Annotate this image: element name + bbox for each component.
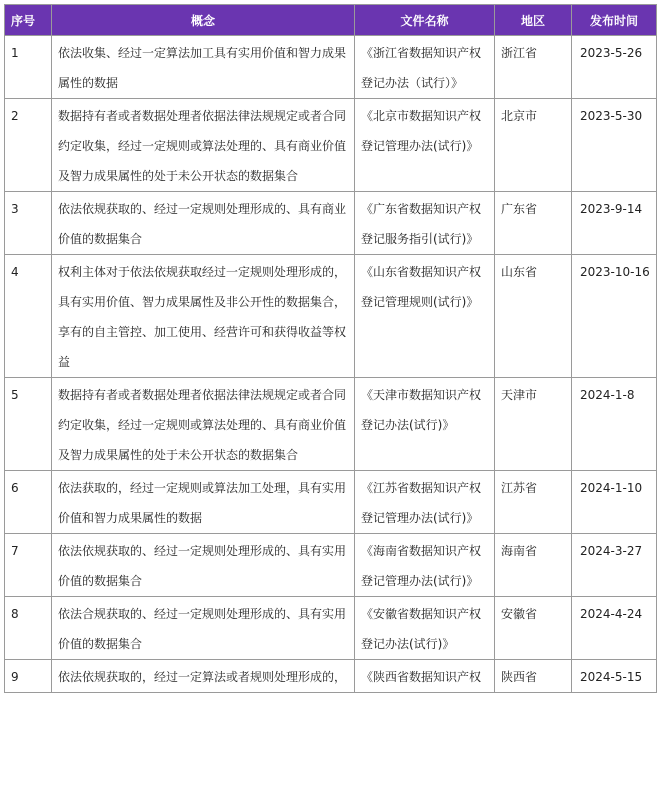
table-row (5, 597, 657, 660)
data-ip-registration-table (4, 4, 657, 693)
cell-concept: 依法依规获取的、经过一定规则处理形成的、具有实用价值的数据集合 (52, 534, 355, 597)
cell-region: 安徽省 (495, 597, 572, 660)
table-row (5, 471, 657, 534)
header-doc: 文件名称 (355, 5, 495, 36)
cell-concept: 权利主体对于依法依规获取经过一定规则处理形成的，具有实用价值、智力成果属性及非公开性的数据集合，享有的自主管控、加工使用、经营许可和获得收益等权益 (52, 255, 355, 378)
cell-seq: 7 (5, 534, 52, 597)
cell-seq: 4 (5, 255, 52, 378)
cell-region: 山东省 (495, 255, 572, 378)
cell-concept: 数据持有者或者数据处理者依据法律法规规定或者合同约定收集，经过一定规则或算法处理的、具有商业价值及智力成果属性的处于未公开状态的数据集合 (52, 99, 355, 192)
cell-seq: 5 (5, 378, 52, 471)
cell-concept: 依法收集、经过一定算法加工具有实用价值和智力成果属性的数据 (52, 36, 355, 99)
cell-doc: 《广东省数据知识产权登记服务指引(试行)》 (355, 192, 495, 255)
table-row (5, 192, 657, 255)
cell-doc: 《北京市数据知识产权登记管理办法(试行)》 (355, 99, 495, 192)
cell-concept: 依法获取的，经过一定规则或算法加工处理，具有实用价值和智力成果属性的数据 (52, 471, 355, 534)
cell-region: 陕西省 (495, 660, 572, 693)
table-row (5, 99, 657, 192)
table-row (5, 255, 657, 378)
cell-doc: 《山东省数据知识产权登记管理规则(试行)》 (355, 255, 495, 378)
cell-concept: 依法合规获取的、经过一定规则处理形成的、具有实用价值的数据集合 (52, 597, 355, 660)
cell-concept: 依法依规获取的，经过一定算法或者规则处理形成的， (52, 660, 355, 693)
cell-date: 2024-4-24 (572, 597, 657, 660)
cell-seq: 8 (5, 597, 52, 660)
cell-date: 2024-1-8 (572, 378, 657, 471)
cell-doc: 《浙江省数据知识产权登记办法（试行）》 (355, 36, 495, 99)
cell-doc: 《天津市数据知识产权登记办法(试行)》 (355, 378, 495, 471)
cell-seq: 6 (5, 471, 52, 534)
cell-concept: 数据持有者或者数据处理者依据法律法规规定或者合同约定收集，经过一定规则或算法处理的、具有商业价值及智力成果属性的处于未公开状态的数据集合 (52, 378, 355, 471)
table-header-row (5, 5, 657, 36)
cell-doc: 《海南省数据知识产权登记管理办法(试行)》 (355, 534, 495, 597)
cell-region: 天津市 (495, 378, 572, 471)
table-row (5, 660, 657, 693)
cell-region: 北京市 (495, 99, 572, 192)
cell-region: 浙江省 (495, 36, 572, 99)
header-seq: 序号 (5, 5, 52, 36)
cell-seq: 3 (5, 192, 52, 255)
cell-concept: 依法依规获取的、经过一定规则处理形成的、具有商业价值的数据集合 (52, 192, 355, 255)
cell-doc: 《安徽省数据知识产权登记办法(试行)》 (355, 597, 495, 660)
table-row (5, 534, 657, 597)
cell-date: 2023-5-30 (572, 99, 657, 192)
table-row (5, 378, 657, 471)
header-concept: 概念 (52, 5, 355, 36)
cell-region: 广东省 (495, 192, 572, 255)
cell-date: 2024-5-15 (572, 660, 657, 693)
cell-doc: 《江苏省数据知识产权登记管理办法(试行)》 (355, 471, 495, 534)
header-date: 发布时间 (572, 5, 657, 36)
cell-region: 江苏省 (495, 471, 572, 534)
cell-seq: 2 (5, 99, 52, 192)
cell-date: 2023-9-14 (572, 192, 657, 255)
cell-region: 海南省 (495, 534, 572, 597)
table-row (5, 36, 657, 99)
header-region: 地区 (495, 5, 572, 36)
cell-doc: 《陕西省数据知识产权 (355, 660, 495, 693)
cell-date: 2024-1-10 (572, 471, 657, 534)
cell-date: 2023-5-26 (572, 36, 657, 99)
cell-date: 2023-10-16 (572, 255, 657, 378)
cell-seq: 1 (5, 36, 52, 99)
cell-date: 2024-3-27 (572, 534, 657, 597)
cell-seq: 9 (5, 660, 52, 693)
